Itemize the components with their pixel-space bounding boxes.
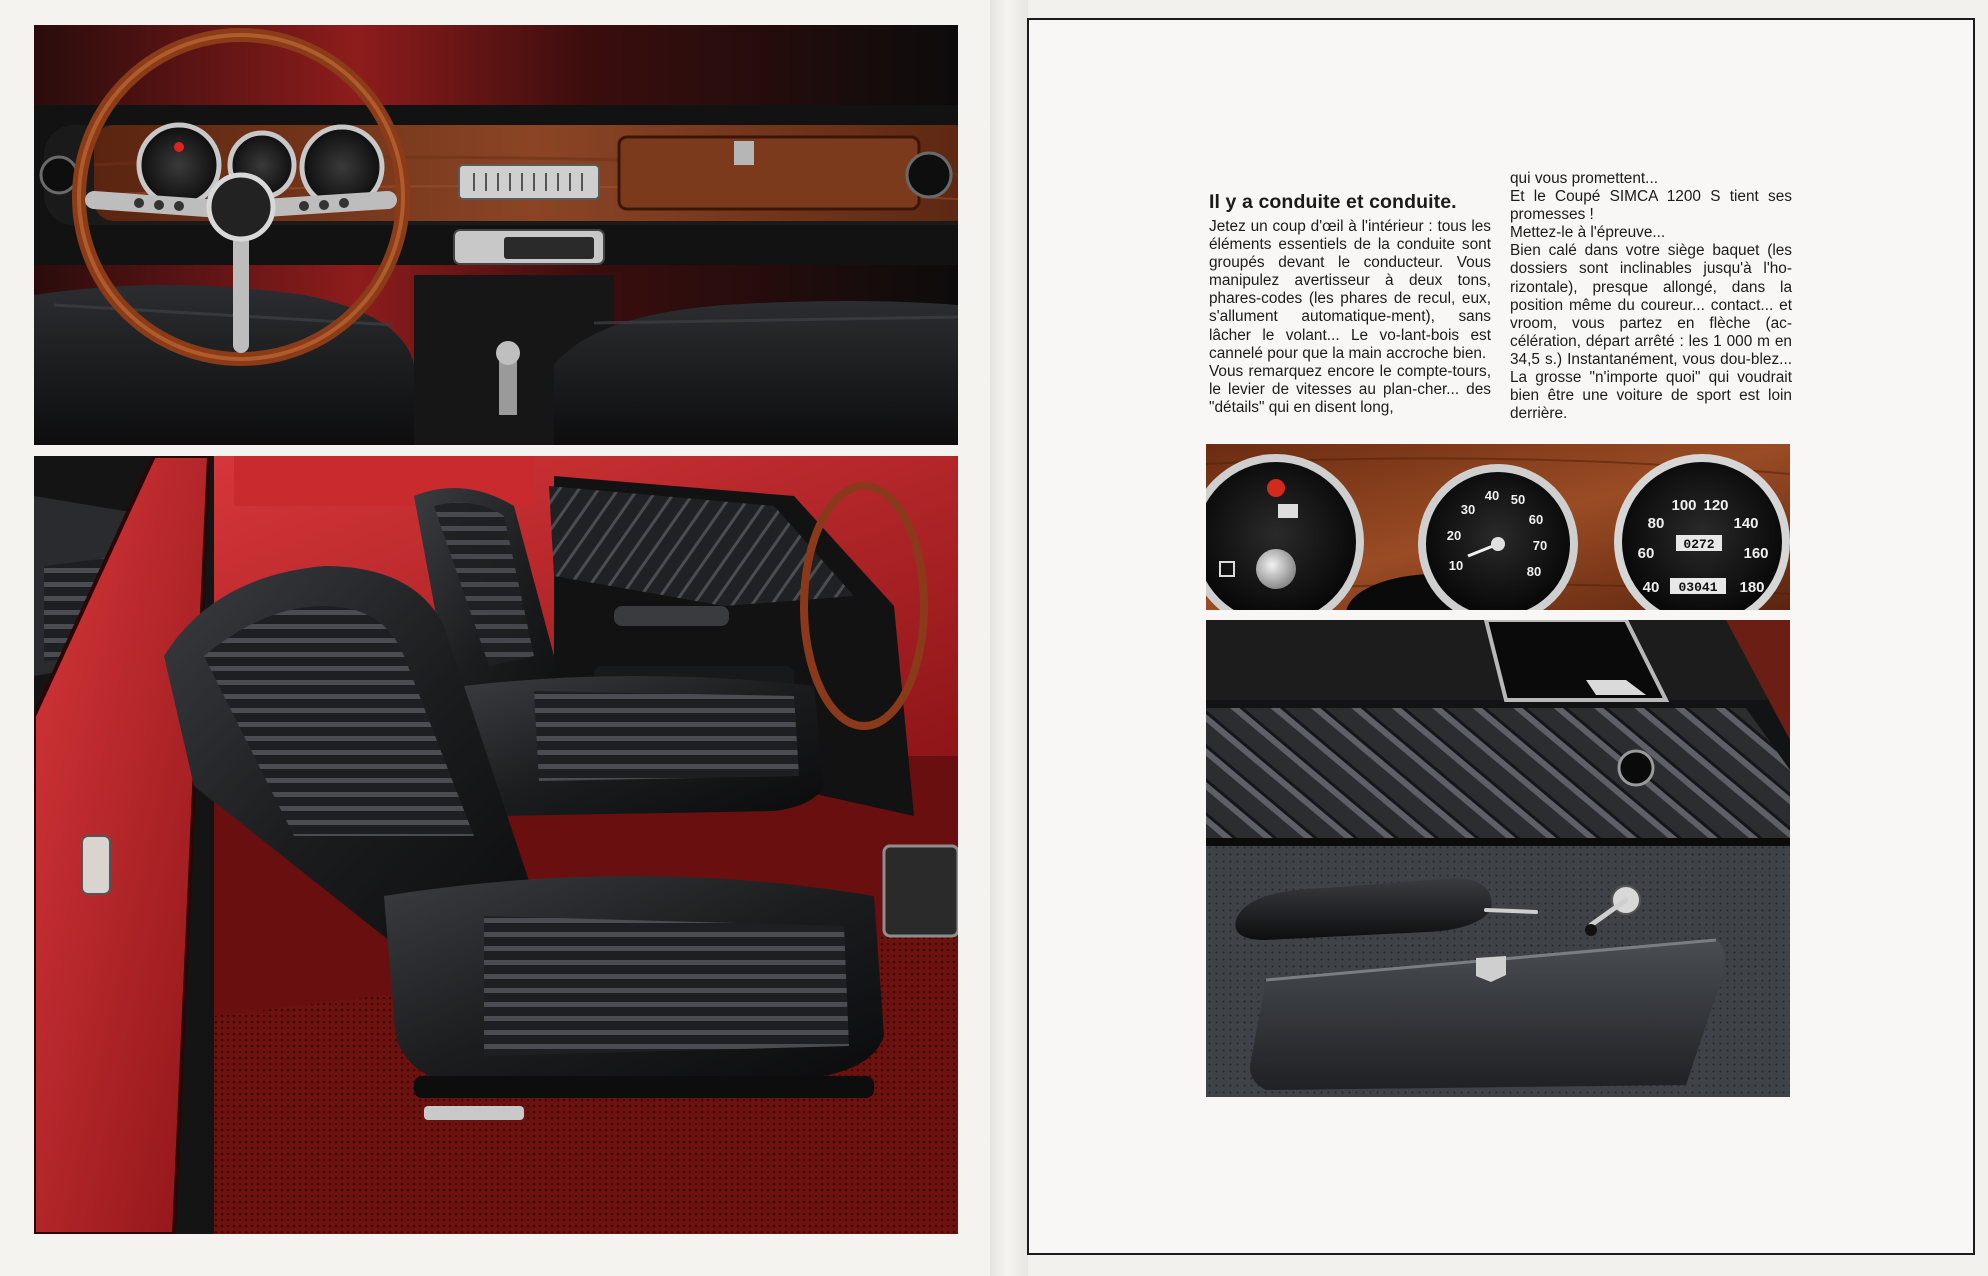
speedo-tick-label: 80 — [1647, 515, 1665, 532]
paragraph: Mettez-le à l'épreuve... — [1510, 224, 1666, 242]
tach-tick-label: 40 — [1484, 488, 1500, 503]
speedo-tick-label: 60 — [1637, 545, 1655, 562]
speedo-tick-label: 160 — [1743, 545, 1769, 562]
tach-tick-label: 70 — [1532, 538, 1548, 553]
text-column-right — [1510, 170, 1792, 423]
speedo-tick-label: 120 — [1703, 497, 1729, 514]
tach-tick-label: 30 — [1460, 502, 1476, 517]
dashboard-photo — [34, 25, 958, 445]
right-page — [1027, 18, 1975, 1255]
seats-interior-photo — [34, 456, 958, 1234]
speedo-tick-label: 140 — [1733, 515, 1759, 532]
page-gutter — [990, 0, 1028, 1276]
tach-tick-label: 10 — [1448, 558, 1464, 573]
gauges-photo — [1206, 444, 1790, 610]
speedo-tick-label: 40 — [1642, 579, 1660, 596]
trip-odometer: 0272 — [1683, 537, 1715, 552]
door-panel-photo — [1206, 620, 1790, 1097]
paragraph: Et le Coupé SIMCA 1200 S tient ses promesses ! — [1510, 188, 1792, 224]
paragraph: Jetez un coup d'œil à l'intérieur : tous les éléments essentiels de la conduite sont groupés devant le conducteur. Vous manipulez avertisseur à deux tons, phares-codes (les phares de recul, eux, s'allument automatique-ment), sans lâcher le volant... Le vo-lant-bois est cannelé pour que la main accroche bien. — [1209, 218, 1491, 362]
odometer: 03041 — [1678, 580, 1718, 595]
paragraph: qui vous promettent... — [1510, 170, 1658, 187]
speedo-tick-label: 180 — [1739, 579, 1765, 596]
article-heading: Il y a conduite et conduite. — [1209, 191, 1457, 213]
tach-tick-label: 20 — [1446, 528, 1462, 543]
paragraph: Bien calé dans votre siège baquet (les dossiers sont inclinables jusqu'à l'ho-rizontale), presque allongé, dans la position même du coureur... contact... et vroom, vous partez en flèche (ac-célération, départ arrêté : les 1 000 m en 34,5 s.) Instantanément, vous dou-blez... La grosse "n'importe quoi" qui voudrait bien être une voiture de sport est loin derrière. — [1510, 242, 1792, 423]
text-column-left — [1209, 170, 1491, 417]
tach-tick-label: 80 — [1526, 564, 1542, 579]
left-page — [0, 0, 990, 1276]
paragraph: Vous remarquez encore le compte-tours, le levier de vitesses au plan-cher... des "détails" qui en disent long, — [1209, 362, 1491, 416]
tach-tick-label: 50 — [1510, 492, 1526, 507]
tach-tick-label: 60 — [1528, 512, 1544, 527]
speedo-tick-label: 100 — [1671, 497, 1697, 514]
